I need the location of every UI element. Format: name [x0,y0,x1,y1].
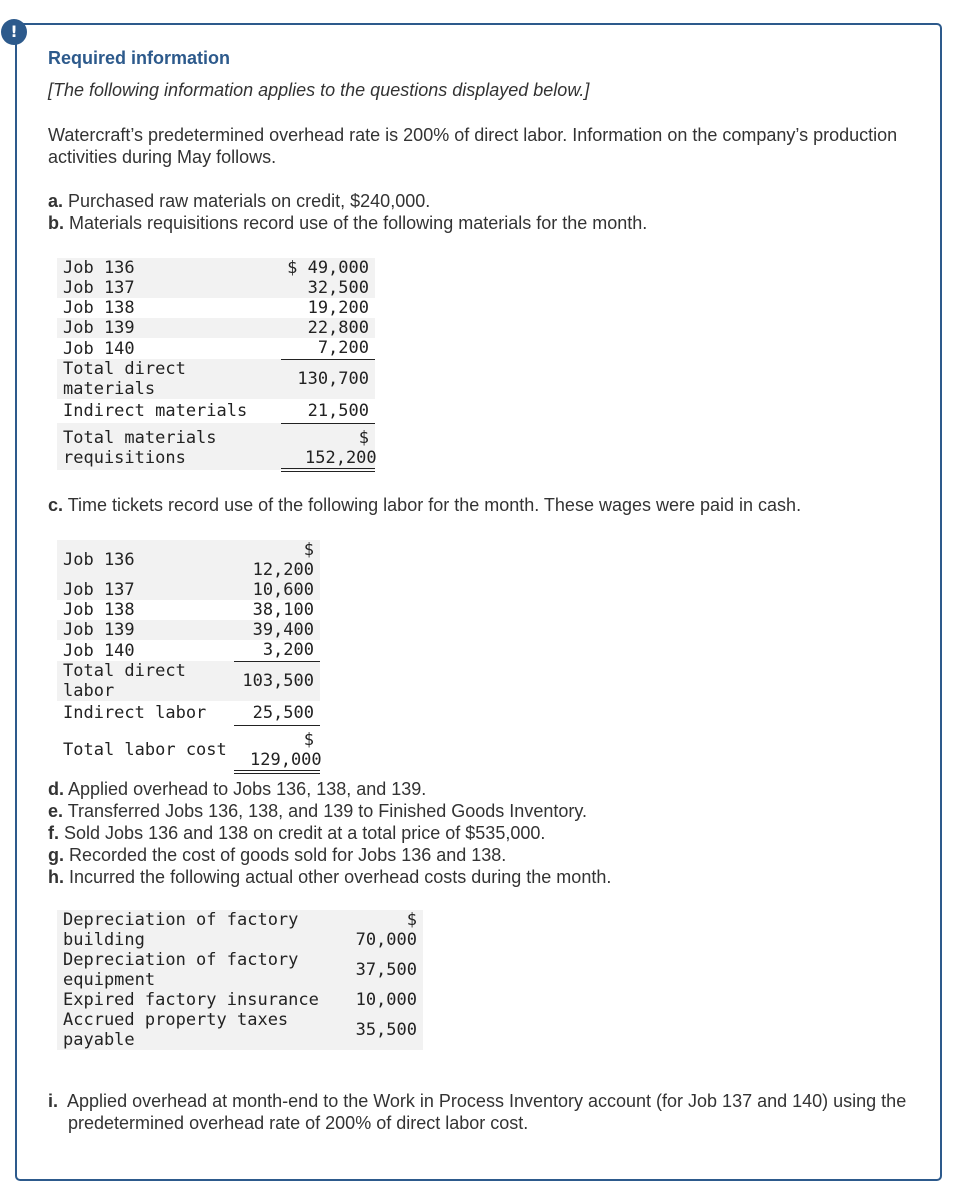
table-row [57,540,320,580]
row-value: 10,600 [234,580,320,600]
item-h-text: Incurred the following actual other overhead costs during the month. [69,867,612,887]
item-g-text: Recorded the cost of goods sold for Jobs 136 and 138. [69,845,507,865]
row-value: 25,500 [234,701,320,725]
item-i [48,1090,918,1134]
row-label: Depreciation of factory building [57,910,349,950]
table-row [57,1010,423,1050]
row-value: 37,500 [349,950,423,990]
row-label: Depreciation of factory equipment [57,950,349,990]
row-value: 38,100 [252,600,314,620]
row-label: Job 140 [63,339,135,359]
item-b-text: Materials requisitions record use of the following materials for the month. [69,213,648,233]
item-e-letter: e. [48,801,64,821]
row-label: Job 138 [63,600,135,620]
table-row [57,278,375,298]
row-label: Job 139 [57,620,234,640]
table-row [57,423,375,470]
row-value: 22,800 [281,318,375,338]
item-a-letter: a. [48,191,64,211]
row-value: 103,500 [234,661,320,701]
row-value: $ 129,000 [234,725,320,772]
table-row [57,990,423,1010]
required-info-heading: Required information [48,48,231,68]
row-label: Total direct labor [57,661,234,701]
row-label: Job 138 [63,298,135,318]
row-value: 7,200 [281,338,375,359]
row-label: Total direct materials [57,359,281,399]
table-row [57,580,320,600]
row-value: $ 152,200 [281,423,375,470]
materials-table [57,258,375,472]
item-i-letter: i. [48,1091,59,1111]
item-b-letter: b. [48,213,64,233]
row-value: 39,400 [234,620,320,640]
item-g [48,844,908,866]
row-value: $ 12,200 [234,540,320,580]
row-label: Indirect labor [63,703,207,723]
labor-table [57,540,320,774]
row-label: Job 137 [57,580,234,600]
row-label: Expired factory insurance [57,990,349,1010]
row-label: Job 139 [57,318,281,338]
row-value: 21,500 [281,399,375,423]
item-e [48,800,908,822]
applies-note: [The following information applies to the questions displayed below.] [48,80,590,100]
item-c [48,494,908,516]
item-d-text: Applied overhead to Jobs 136, 138, and 139. [68,779,427,799]
item-d-letter: d. [48,779,64,799]
row-value: 35,500 [349,1010,423,1050]
item-f-text: Sold Jobs 136 and 138 on credit at a total price of $535,000. [64,823,546,843]
table-row [57,399,375,423]
row-value: 10,000 [349,990,423,1010]
row-label: Total materials requisitions [57,423,281,470]
item-c-letter: c. [48,495,64,515]
row-value: 130,700 [281,359,375,399]
item-i-text: Applied overhead at month-end to the Work in Process Inventory account (for Job 137 and 140) using the predetermined overhead rate of 200% of direct labor cost. [67,1091,907,1133]
row-value: $ 70,000 [349,910,423,950]
table-row [57,910,423,950]
overhead-table [57,910,423,1050]
item-a-text: Purchased raw materials on credit, $240,000. [68,191,431,211]
item-a [48,190,908,212]
row-value: 19,200 [307,298,369,318]
row-label: Indirect materials [63,401,248,421]
row-value: 32,500 [281,278,375,298]
table-row [57,258,375,278]
row-label: Job 136 [57,540,234,580]
item-h-letter: h. [48,867,64,887]
row-value: $ 49,000 [281,258,375,278]
table-row [57,701,320,725]
table-row [57,640,320,661]
row-label: Job 137 [57,278,281,298]
row-label: Accrued property taxes payable [57,1010,349,1050]
item-e-text: Transferred Jobs 136, 138, and 139 to Finished Goods Inventory. [67,801,588,821]
item-f-letter: f. [48,823,59,843]
table-row [57,620,320,640]
table-row [57,600,320,620]
item-c-text: Time tickets record use of the following labor for the month. These wages were paid in cash. [67,495,802,515]
item-f [48,822,908,844]
intro-paragraph: Watercraft’s predetermined overhead rate is 200% of direct labor. Information on the company’s production activities during May follows. [48,125,898,167]
table-row [57,950,423,990]
table-row [57,318,375,338]
exclamation-icon: ! [1,19,27,45]
row-label: Job 136 [57,258,281,278]
row-value: 3,200 [234,640,320,661]
table-row [57,725,320,772]
item-g-letter: g. [48,845,64,865]
item-h [48,866,908,888]
item-b [48,212,908,234]
row-label: Total labor cost [63,740,227,761]
table-row [57,298,375,318]
table-row [57,661,320,701]
table-row [57,338,375,359]
item-d [48,778,908,800]
row-label: Job 140 [63,641,135,661]
table-row [57,359,375,399]
